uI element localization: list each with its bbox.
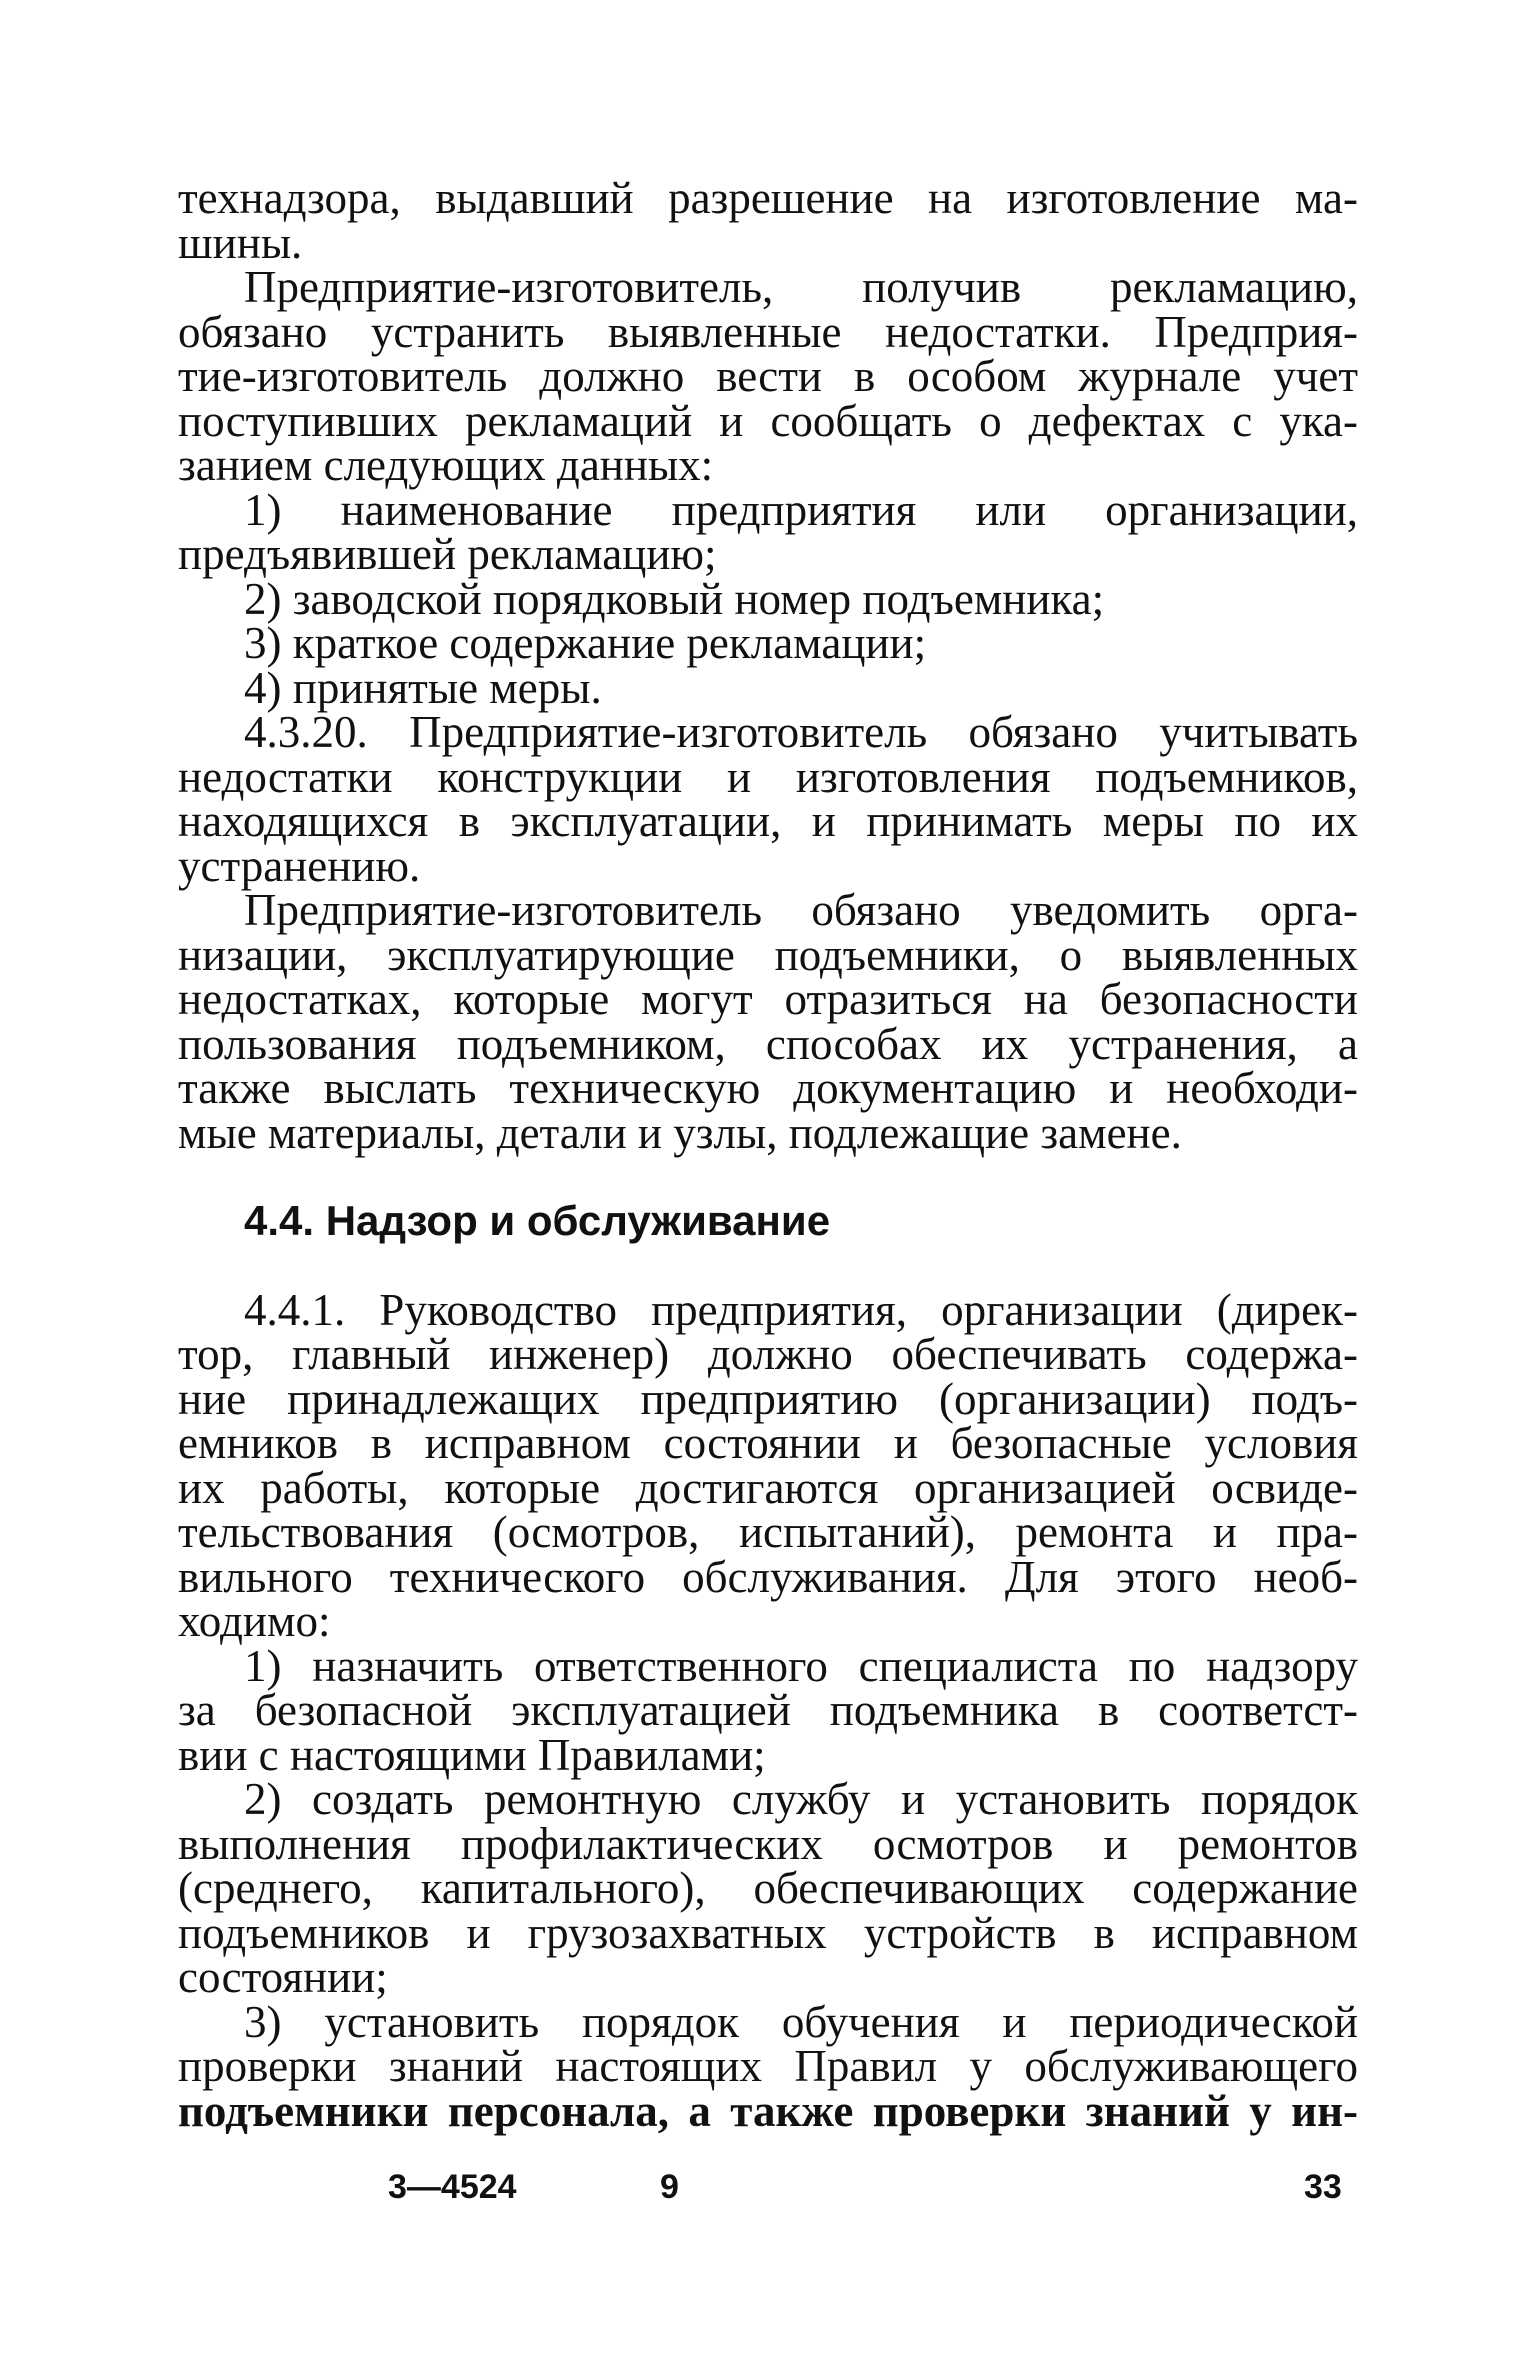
- document-page: [178, 173, 1358, 2136]
- text-line: шины.: [178, 217, 303, 268]
- text-line: недостатки конструкции и изготовления подъемников,: [178, 751, 1358, 802]
- text-line: 3) краткое содержание рекламации;: [244, 618, 927, 668]
- print-code: 3—4524: [388, 2168, 517, 2206]
- text-line: Предприятие-изготовитель, получив рекламацию,: [244, 262, 1358, 312]
- text-block-complaints: [178, 173, 1358, 1158]
- text-line: ние принадлежащих предприятию (организации) подъ-: [178, 1373, 1358, 1424]
- text-line: подъемники персонала, а также проверки знаний у ин-: [178, 2085, 1358, 2136]
- text-line: проверки знаний настоящих Правил у обслуживающего: [178, 2041, 1358, 2091]
- text-line: пользования подъемником, способах их устранения, а: [178, 1018, 1358, 1069]
- text-line: недостатках, которые могут отразиться на безопасности: [178, 974, 1358, 1024]
- text-line: за безопасной эксплуатацией подъемника в соответст-: [178, 1685, 1358, 1735]
- text-line: вии с настоящими Правилами;: [178, 1729, 766, 1780]
- text-block-supervision: [178, 1284, 1358, 2136]
- text-line: 2) создать ремонтную службу и установить порядок: [244, 1774, 1358, 1824]
- text-line: тор, главный инженер) должно обеспечивать содержа-: [178, 1329, 1358, 1379]
- page-number: 33: [1304, 2168, 1342, 2206]
- text-line: технадзора, выдавший разрешение на изготовление ма-: [178, 173, 1358, 223]
- text-line: выполнения профилактических осмотров и ремонтов: [178, 1818, 1358, 1869]
- text-line: ходимо:: [178, 1596, 331, 1646]
- text-line: предъявившей рекламацию;: [178, 529, 717, 579]
- text-line: 4.4.1. Руководство предприятия, организации (дирек-: [244, 1284, 1358, 1335]
- text-line: 1) наименование предприятия или организации,: [244, 484, 1358, 535]
- section-heading: 4.4. Надзор и обслуживание: [244, 1197, 831, 1244]
- text-line: также выслать техническую документацию и необходи-: [178, 1063, 1358, 1113]
- text-line: емников в исправном состоянии и безопасные условия: [178, 1418, 1358, 1468]
- page-footer: [0, 2168, 1535, 2218]
- text-line: поступивших рекламаций и сообщать о дефектах с ука-: [178, 395, 1358, 446]
- text-line: обязано устранить выявленные недостатки. Предприя-: [178, 306, 1358, 357]
- text-line: Предприятие-изготовитель обязано уведомить орга-: [244, 885, 1358, 935]
- text-line: мые материалы, детали и узлы, подлежащие замене.: [178, 1107, 1182, 1158]
- text-line: 2) заводской порядковый номер подъемника;: [244, 573, 1105, 624]
- text-line: тельствования (осмотров, испытаний), ремонта и пра-: [178, 1507, 1358, 1557]
- text-line: устранению.: [178, 840, 421, 891]
- text-line: тие-изготовитель должно вести в особом журнале учет: [178, 351, 1358, 401]
- text-line: их работы, которые достигаются организацией освиде-: [178, 1462, 1358, 1513]
- text-line: 4.3.20. Предприятие-изготовитель обязано учитывать: [244, 707, 1358, 757]
- text-line: подъемников и грузозахватных устройств в исправном: [178, 1907, 1358, 1958]
- signature-mark: 9: [660, 2168, 679, 2206]
- text-line: 1) назначить ответственного специалиста по надзору: [244, 1640, 1358, 1691]
- text-line: состоянии;: [178, 1952, 388, 2002]
- text-line: (среднего, капитального), обеспечивающих содержание: [178, 1863, 1358, 1913]
- text-line: 3) установить порядок обучения и периодической: [244, 1996, 1358, 2047]
- text-line: занием следующих данных:: [178, 440, 714, 490]
- text-line: находящихся в эксплуатации, и принимать меры по их: [178, 796, 1358, 846]
- text-line: вильного технического обслуживания. Для этого необ-: [178, 1551, 1358, 1602]
- text-line: 4) принятые меры.: [244, 662, 602, 713]
- text-line: низации, эксплуатирующие подъемники, о выявленных: [178, 929, 1358, 980]
